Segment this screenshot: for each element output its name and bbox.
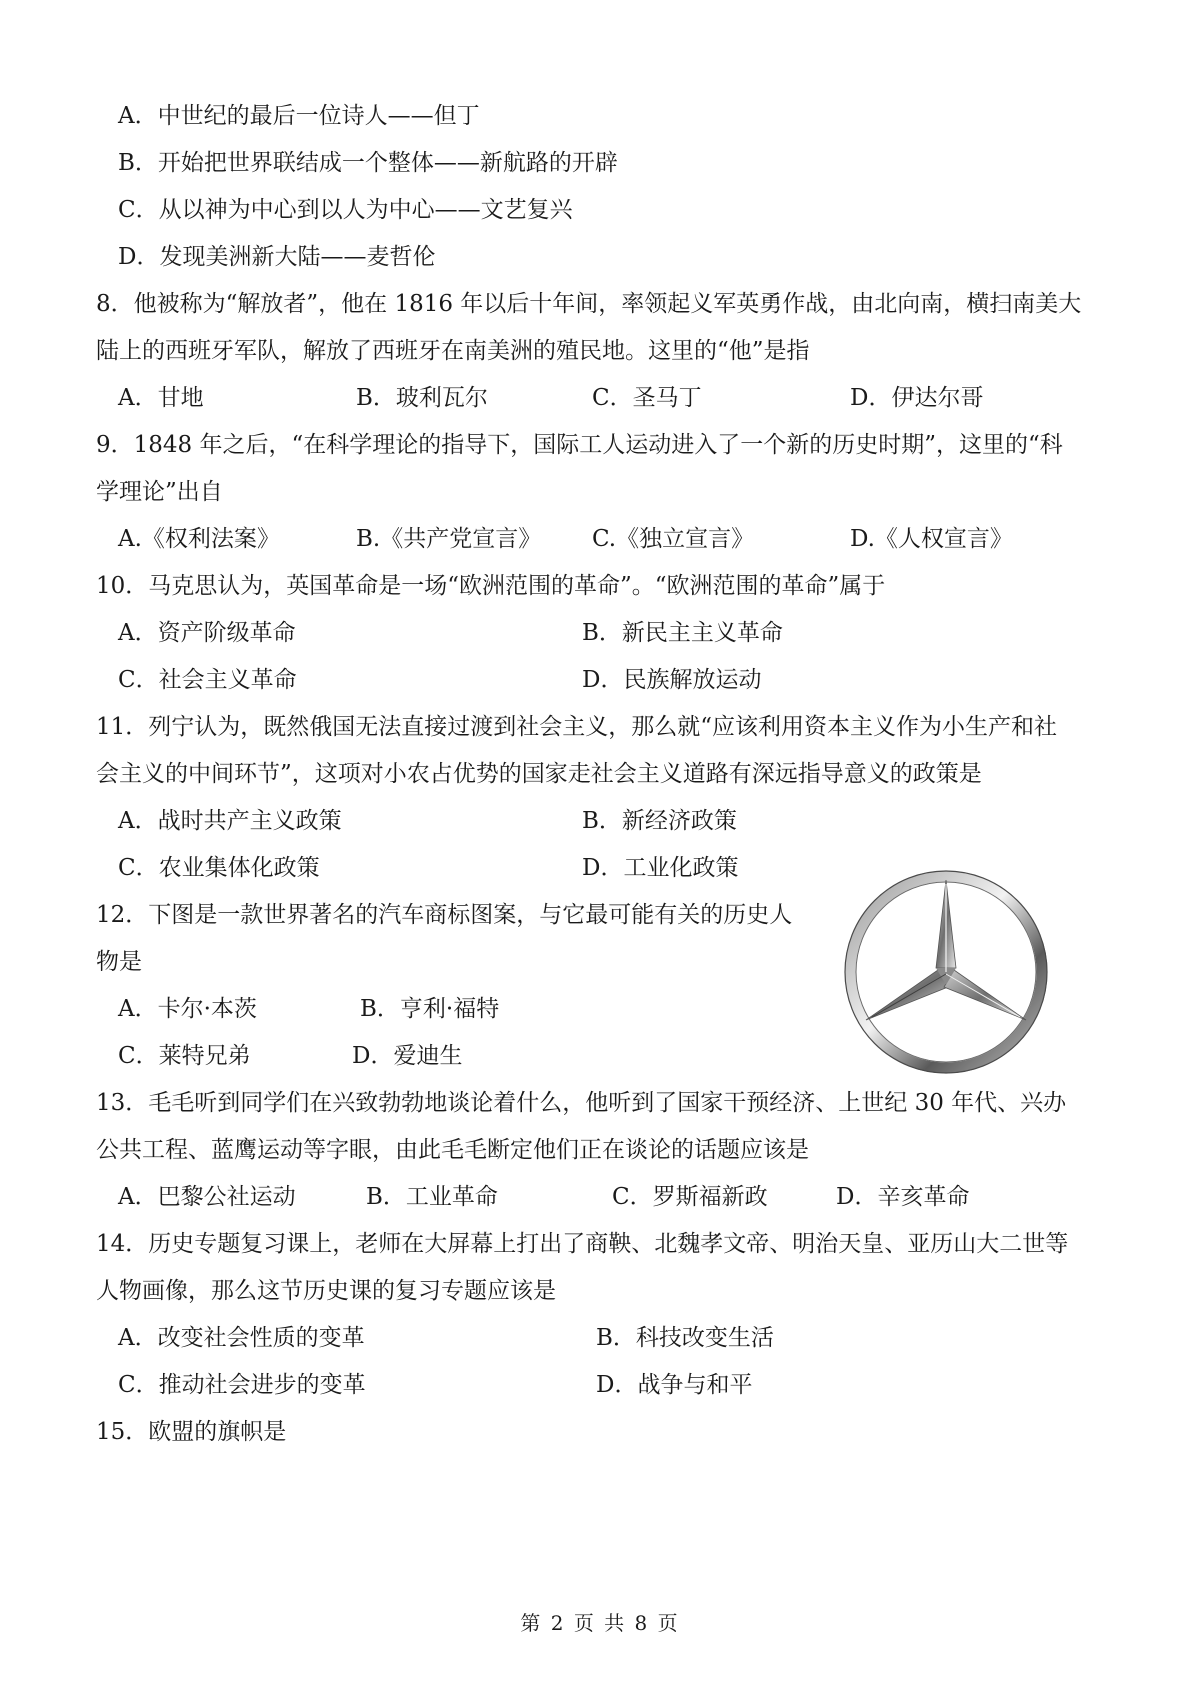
q9-stem-line-2: 学理论”出自 <box>96 479 223 505</box>
q8-stem-line-2: 陆上的西班牙军队，解放了西班牙在南美洲的殖民地。这里的“他”是指 <box>96 338 810 364</box>
q12-option-b: B．亨利·福特 <box>360 996 500 1022</box>
q14-option-d: D．战争与和平 <box>596 1372 753 1398</box>
q7-option-c: C．从以神为中心到以人为中心——文艺复兴 <box>118 197 573 223</box>
q11-stem-line-1: 11．列宁认为，既然俄国无法直接过渡到社会主义，那么就“应该利用资本主义作为小生产和社 <box>96 714 1058 740</box>
q10-option-c: C．社会主义革命 <box>118 667 297 693</box>
q10-option-a: A．资产阶级革命 <box>118 620 296 646</box>
q7-option-a: A．中世纪的最后一位诗人——但丁 <box>118 103 480 129</box>
q11-option-a: A．战时共产主义政策 <box>118 808 342 834</box>
q9-option-c: C.《独立宣言》 <box>592 526 755 552</box>
q13-stem-line-2: 公共工程、蓝鹰运动等字眼，由此毛毛断定他们正在谈论的话题应该是 <box>96 1137 809 1163</box>
q10-stem-line-1: 10．马克思认为，英国革命是一场“欧洲范围的革命”。“欧洲范围的革命”属于 <box>96 573 886 599</box>
q9-option-b: B.《共产党宣言》 <box>356 526 542 552</box>
q13-option-d: D．辛亥革命 <box>836 1184 970 1210</box>
q9-option-a: A.《权利法案》 <box>118 526 280 552</box>
page-footer: 第 2 页 共 8 页 <box>520 1611 680 1635</box>
q8-option-d: D．伊达尔哥 <box>850 385 984 411</box>
q14-option-a: A．改变社会性质的变革 <box>118 1325 365 1351</box>
q11-option-c: C．农业集体化政策 <box>118 855 320 881</box>
q11-stem-line-2: 会主义的中间环节”，这项对小农占优势的国家走社会主义道路有深远指导意义的政策是 <box>96 761 982 787</box>
q14-option-c: C．推动社会进步的变革 <box>118 1372 366 1398</box>
q8-option-a: A．甘地 <box>118 385 204 411</box>
q14-option-b: B．科技改变生活 <box>596 1325 774 1351</box>
q14-stem-line-1: 14．历史专题复习课上，老师在大屏幕上打出了商鞅、北魏孝文帝、明治天皇、亚历山大二世等 <box>96 1231 1069 1257</box>
q8-stem-line-1: 8．他被称为“解放者”，他在 1816 年以后十年间，率领起义军英勇作战，由北向南，横扫南美大 <box>96 291 1082 317</box>
q12-option-d: D．爱迪生 <box>352 1043 463 1069</box>
q12-stem-line-2: 物是 <box>96 949 142 975</box>
q8-option-c: C．圣马丁 <box>592 385 702 411</box>
q12-option-c: C．莱特兄弟 <box>118 1043 251 1069</box>
q10-option-b: B．新民主主义革命 <box>582 620 783 646</box>
q7-option-b: B．开始把世界联结成一个整体——新航路的开辟 <box>118 150 618 176</box>
q7-option-d: D．发现美洲新大陆——麦哲伦 <box>118 244 436 270</box>
q8-option-b: B．玻利瓦尔 <box>356 385 488 411</box>
q10-option-d: D．民族解放运动 <box>582 667 762 693</box>
q13-stem-line-1: 13．毛毛听到同学们在兴致勃勃地谈论着什么，他听到了国家干预经济、上世纪 30 年代、兴办 <box>96 1090 1067 1116</box>
q9-option-d: D.《人权宣言》 <box>850 526 1013 552</box>
q9-stem-line-1: 9．1848 年之后，“在科学理论的指导下，国际工人运动进入了一个新的历史时期”，这里的“科 <box>96 432 1063 458</box>
car-emblem-logo <box>836 860 1056 1080</box>
q11-option-b: B．新经济政策 <box>582 808 737 834</box>
three-pointed-star-emblem-icon <box>836 860 1056 1080</box>
q12-stem-line-1: 12．下图是一款世界著名的汽车商标图案，与它最可能有关的历史人 <box>96 902 793 928</box>
q12-option-a: A．卡尔·本茨 <box>118 996 257 1022</box>
q13-option-c: C．罗斯福新政 <box>612 1184 768 1210</box>
q13-option-a: A．巴黎公社运动 <box>118 1184 296 1210</box>
q15-stem-line-1: 15．欧盟的旗帜是 <box>96 1419 287 1445</box>
q13-option-b: B．工业革命 <box>366 1184 498 1210</box>
q14-stem-line-2: 人物画像，那么这节历史课的复习专题应该是 <box>96 1278 556 1304</box>
q11-option-d: D．工业化政策 <box>582 855 739 881</box>
